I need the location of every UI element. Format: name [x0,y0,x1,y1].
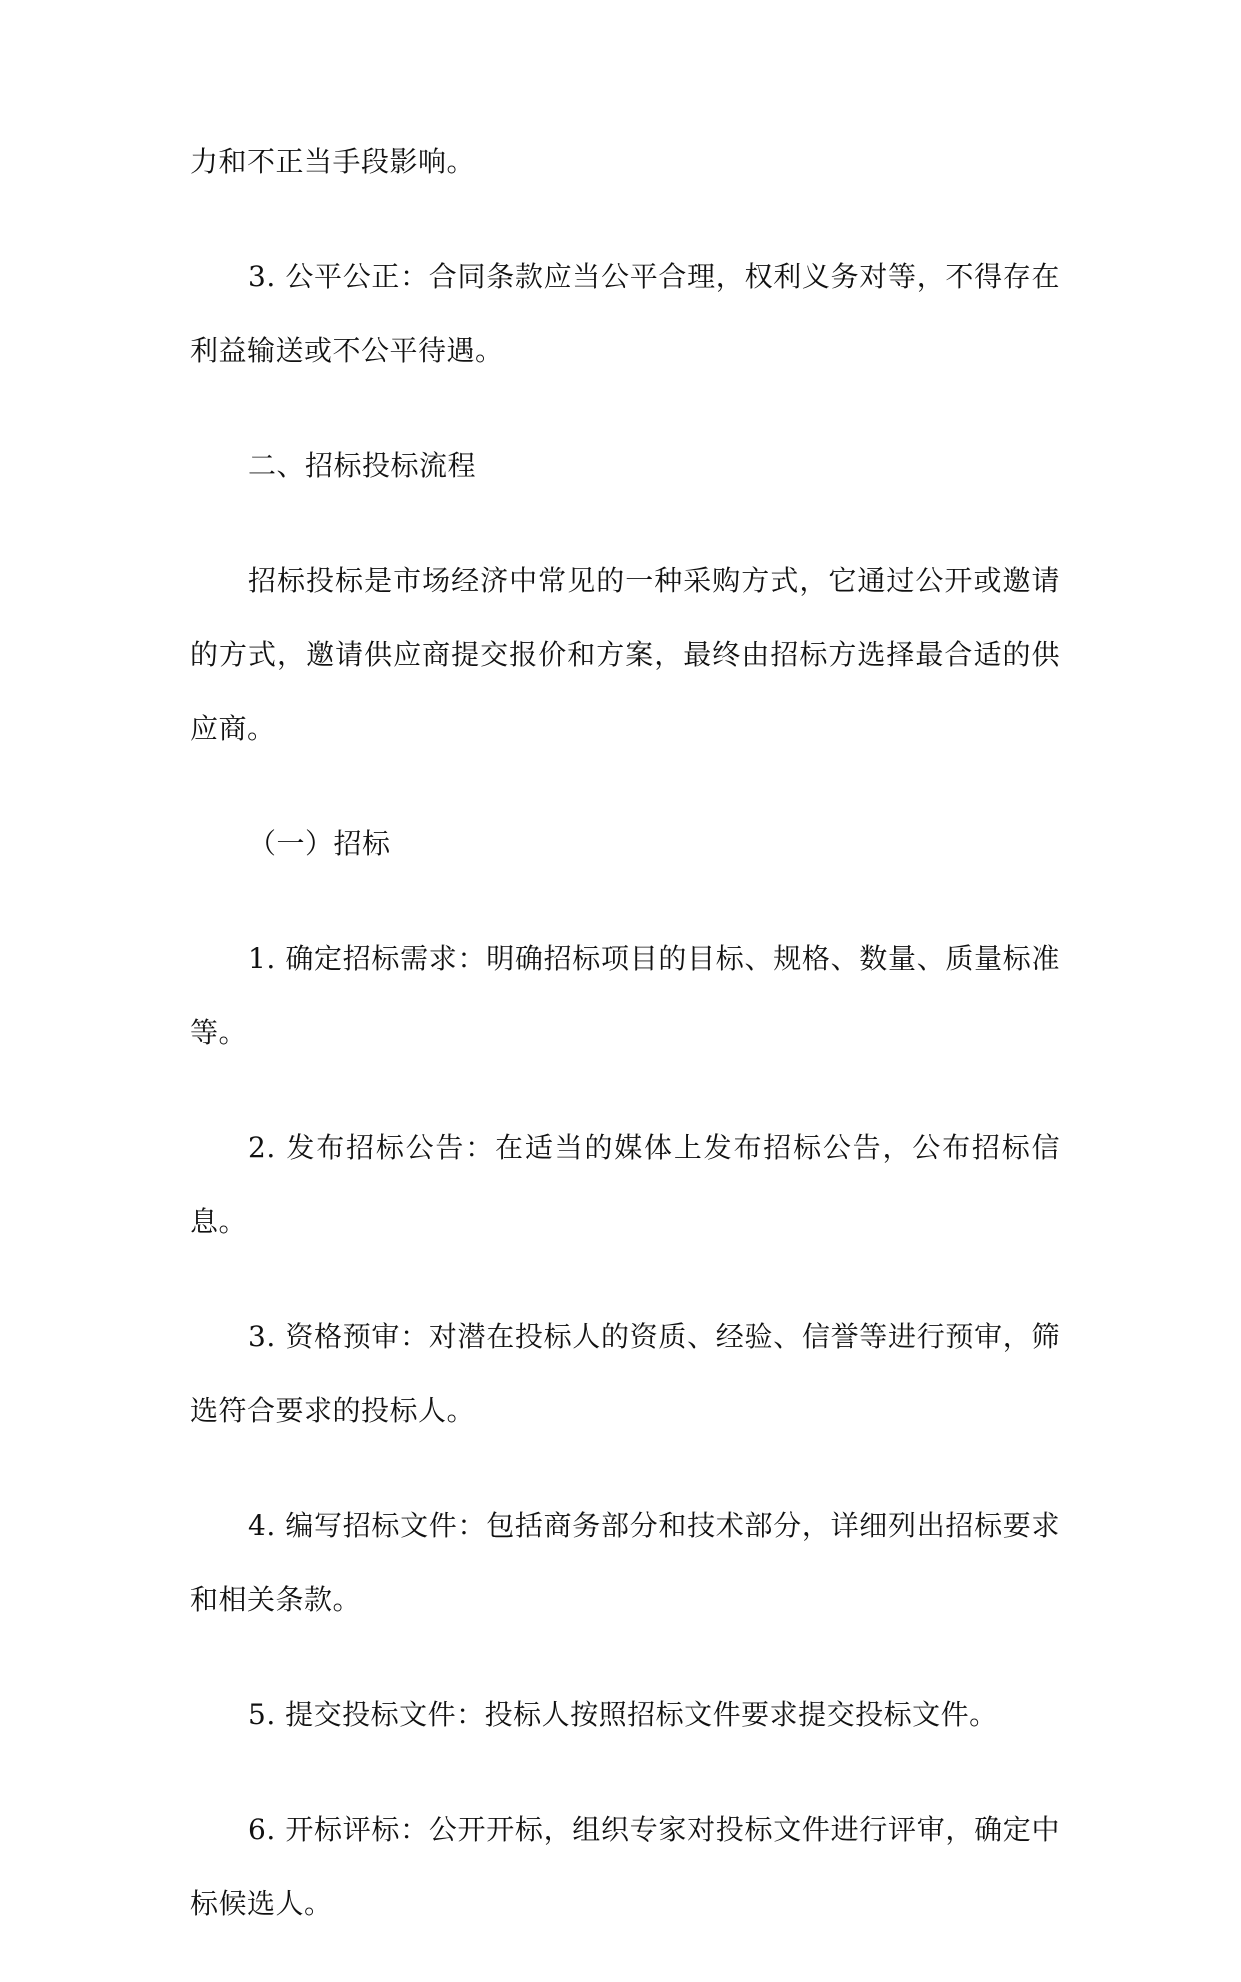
list-item-prequalification: 3. 资格预审：对潜在投标人的资质、经验、信誉等进行预审，筛选符合要求的投标人。 [190,1320,1060,1427]
subsection-heading-tendering: （一）招标 [248,827,391,860]
section-heading-bidding-process: 二、招标投标流程 [248,449,477,482]
paragraph-continuation: 力和不正当手段影响。 [190,145,476,178]
list-item-prepare-documents: 4. 编写招标文件：包括商务部分和技术部分，详细列出招标要求和相关条款。 [190,1509,1060,1616]
list-item-submit-bids: 5. 提交投标文件：投标人按照招标文件要求提交投标文件。 [248,1698,998,1731]
list-item-bid-opening-evaluation: 6. 开标评标：公开开标，组织专家对投标文件进行评审，确定中标候选人。 [190,1813,1060,1920]
document-body [190,144,1060,1982]
paragraph-bidding-intro: 招标投标是市场经济中常见的一种采购方式，它通过公开或邀请的方式，邀请供应商提交报价和方案，最终由招标方选择最合适的供应商。 [190,564,1060,745]
list-item-publish-announcement: 2. 发布招标公告：在适当的媒体上发布招标公告，公布招标信息。 [190,1131,1060,1238]
list-item-determine-requirements: 1. 确定招标需求：明确招标项目的目标、规格、数量、质量标准等。 [190,942,1060,1049]
paragraph-fairness: 3. 公平公正：合同条款应当公平合理，权利义务对等，不得存在利益输送或不公平待遇。 [190,260,1060,367]
